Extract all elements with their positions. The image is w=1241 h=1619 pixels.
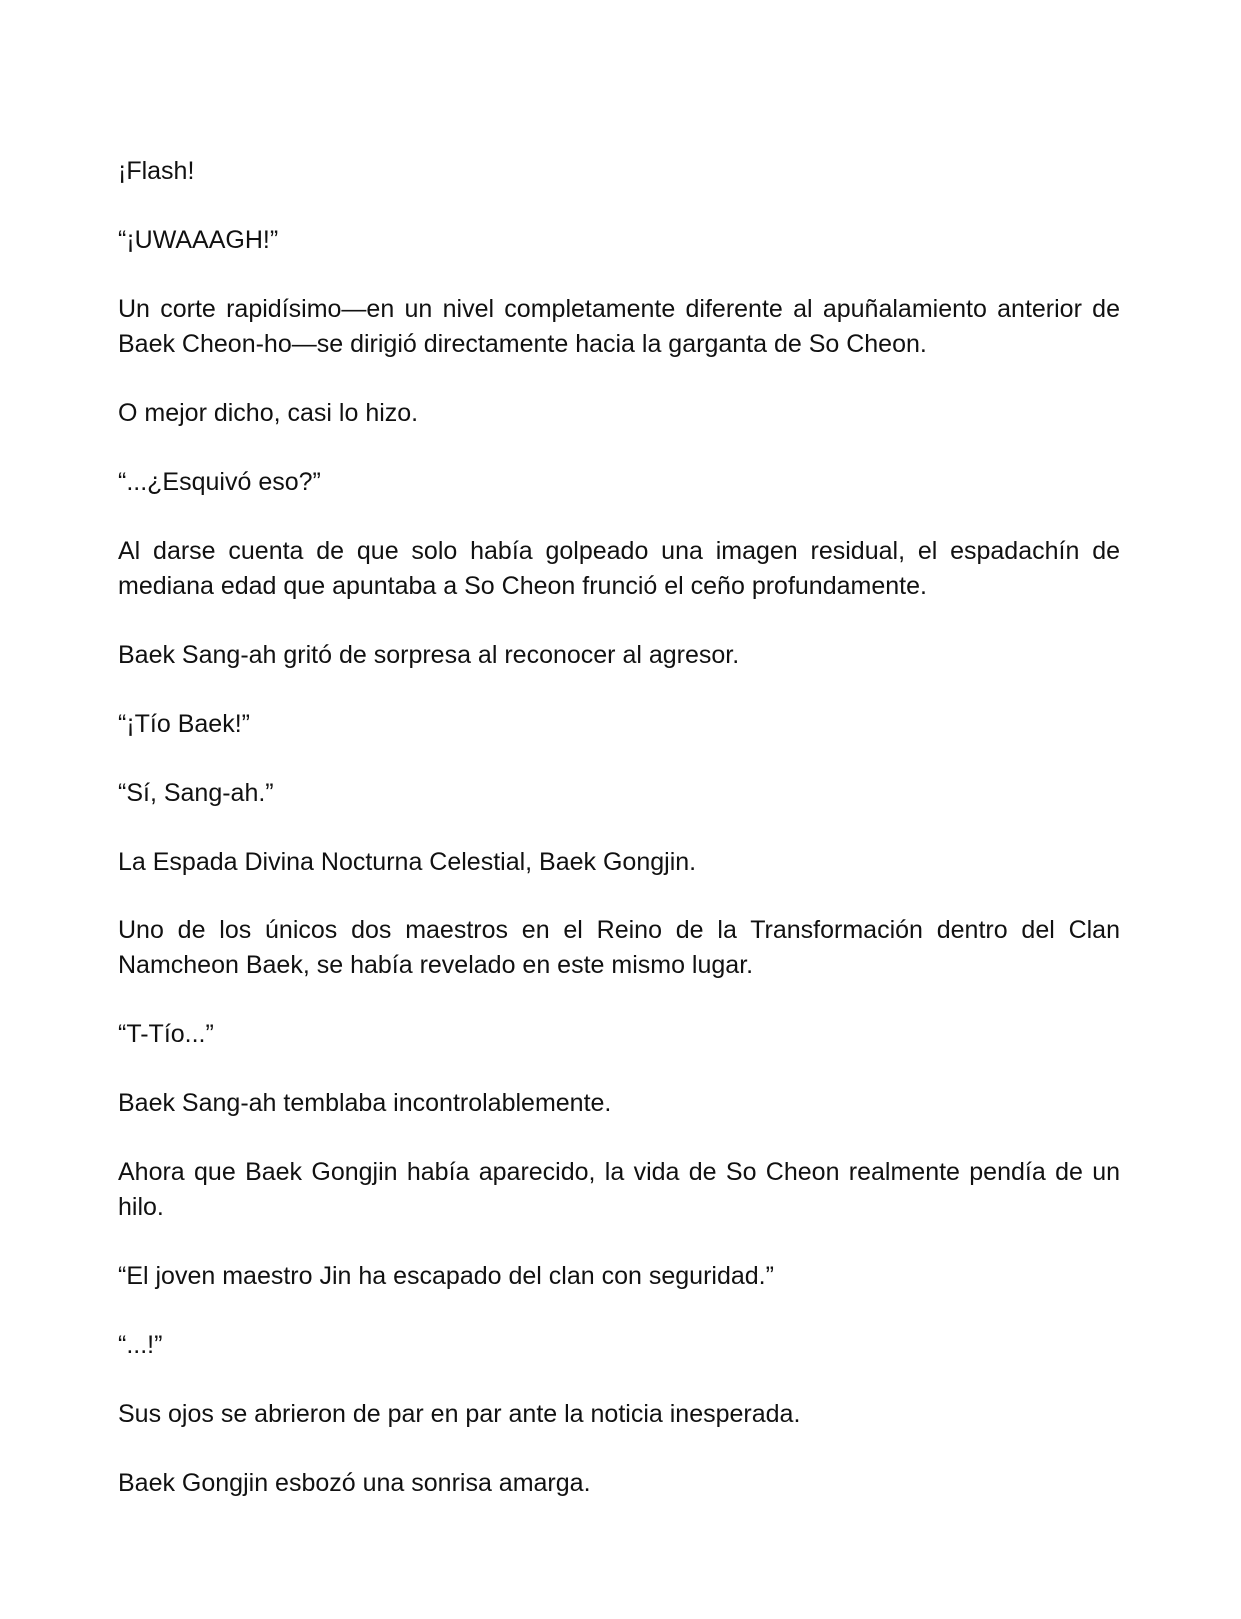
paragraph-almost: O mejor dicho, casi lo hizo. (118, 399, 419, 427)
paragraph-recognize: Baek Sang-ah gritó de sorpresa al reconocer al agresor. (118, 641, 740, 669)
paragraph-exclaim: “...!” (118, 1331, 163, 1359)
paragraph-stutter: “T-Tío...” (118, 1020, 214, 1048)
paragraph-title: La Espada Divina Nocturna Celestial, Baek Gongjin. (118, 848, 697, 876)
paragraph-flash: ¡Flash! (118, 157, 195, 185)
paragraph-smile: Baek Gongjin esbozó una sonrisa amarga. (118, 1469, 591, 1497)
paragraph-trembling: Baek Sang-ah temblaba incontrolablemente. (118, 1089, 612, 1117)
paragraph-uncle: “¡Tío Baek!” (118, 710, 250, 738)
paragraph-eyes: Sus ojos se abrieron de par en par ante la noticia inesperada. (118, 1400, 801, 1428)
paragraph-master: Uno de los únicos dos maestros en el Reino de la Transformación dentro del Clan Namcheon Baek, se había revelado en este mismo lugar. (118, 916, 1120, 979)
paragraph-slash: Un corte rapidísimo—en un nivel completamente diferente al apuñalamiento anterior de Baek Cheon-ho—se dirigió directamente hacia la garganta de So Cheon. (118, 295, 1120, 358)
paragraph-dodged: “...¿Esquivó eso?” (118, 468, 321, 496)
paragraph-escaped: “El joven maestro Jin ha escapado del clan con seguridad.” (118, 1262, 774, 1290)
paragraph-thread: Ahora que Baek Gongjin había aparecido, la vida de So Cheon realmente pendía de un hilo. (118, 1158, 1120, 1221)
paragraph-afterimage: Al darse cuenta de que solo había golpeado una imagen residual, el espadachín de mediana edad que apuntaba a So Cheon frunció el ceño profundamente. (118, 537, 1120, 600)
paragraph-scream: “¡UWAAAGH!” (118, 226, 279, 254)
paragraph-yes: “Sí, Sang-ah.” (118, 779, 274, 807)
